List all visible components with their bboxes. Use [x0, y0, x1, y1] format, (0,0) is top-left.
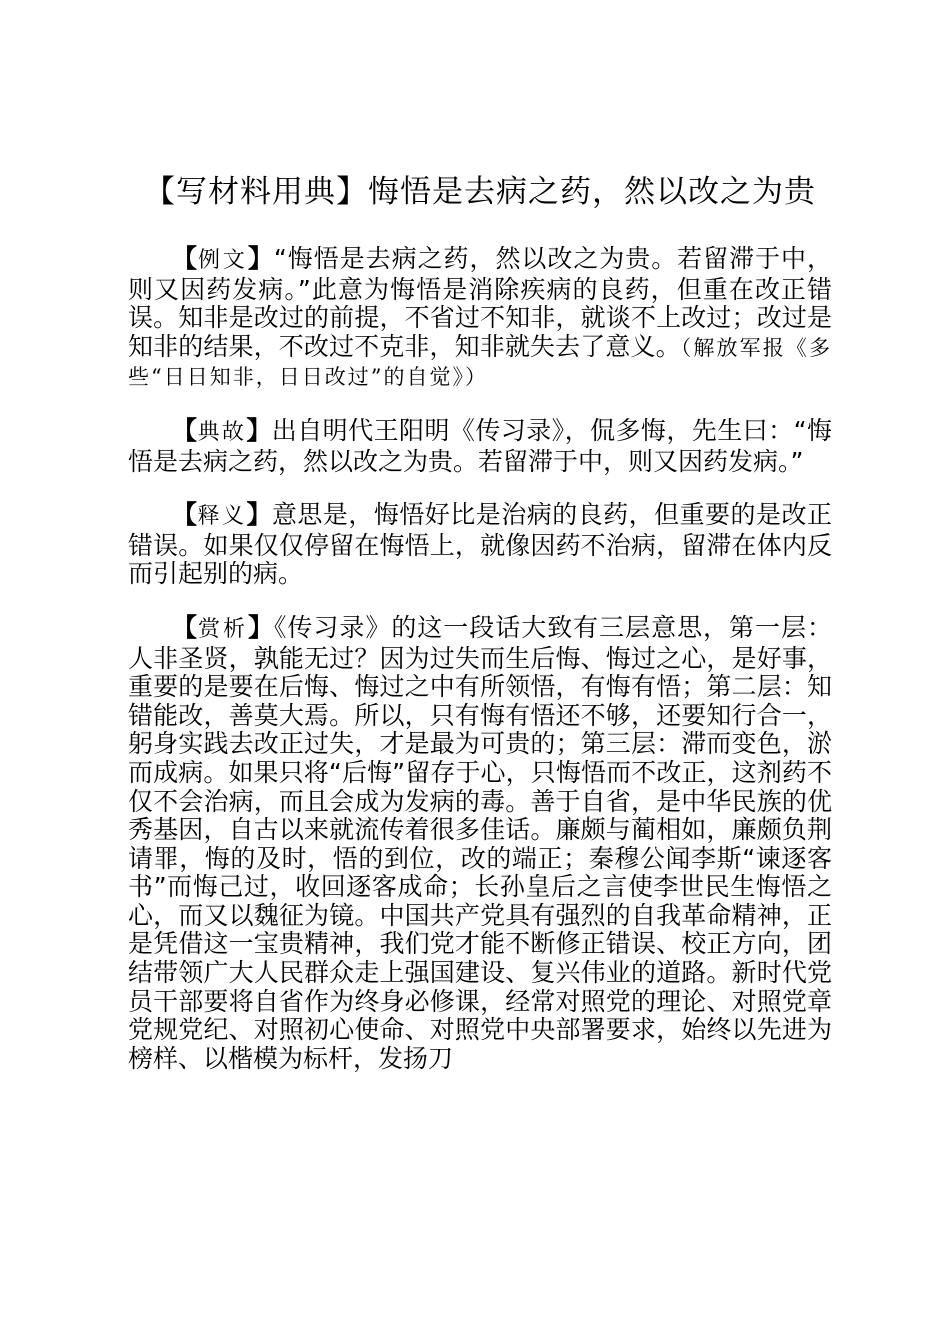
- appreciation-body: 《传习录》的这一段话大致有三层意思，第一层：人非圣贤，孰能无过？因为过失而生后悔、悔过之心，是好事，重要的是要在后悔、悔过之中有所领悟，有悔有悟；第二层：知错能改，善莫大焉。所以，只有悔有悟还不够，还要知行合一，躬身实践去改正过失，才是最为可贵的；第三层：滞而变色，淤而成病。如果只将“后悔”留存于心，只悔悟而不改正，这剂药不仅不会治病，而且会成为发病的毒。善于自省，是中华民族的优秀基因，自古以来就流传着很多佳话。廉颇与蔺相如，廉颇负荆请罪，悔的及时，悟的到位，改的端正；秦穆公闻李斯“谏逐客书”而悔己过，收回逐客成命；长孙皇后之言使李世民生悔悟之心，而又以魏征为镜。中国共产党具有强烈的自我革命精神，正是凭借这一宝贵精神，我们党才能不断修正错误、校正方向，团结带领广大人民群众走上强国建设、复兴伟业的道路。新时代党员干部要将自省作为终身必修课，经常对照党的理论、对照党章党规党纪、对照初心使命、对照党中央部署要求，始终以先进为榜样、以楷模为标杆，发扬刀: [128, 612, 832, 1073]
- paragraph-appreciation: [128, 614, 832, 1074]
- section-label-appreciation: 赏析: [197, 616, 248, 642]
- bracket-close: 】: [247, 612, 274, 642]
- section-label-meaning: 释义: [197, 504, 247, 530]
- allusion-body: 出自明代王阳明《传习录》，侃多悔，先生曰：“悔悟是去病之药，然以改之为贵。若留滞于中，则又因药发病。”: [128, 415, 832, 476]
- section-label-example: 例文: [197, 248, 248, 273]
- meaning-body: 意思是，悔悟好比是治病的良药，但重要的是改正错误。如果仅仅停留在悔悟上，就像因药不治病，留滞在体内反而引起别的病。: [128, 500, 832, 589]
- bracket-open: 【: [172, 500, 198, 530]
- bracket-open: 【: [172, 612, 198, 642]
- document-title: 【写材料用典】悔悟是去病之药，然以改之为贵: [144, 174, 816, 210]
- document-page: [128, 170, 832, 1073]
- paragraph-meaning: [128, 501, 832, 589]
- bracket-open: 【: [172, 415, 198, 445]
- bracket-close: 】: [246, 500, 272, 530]
- example-body: “悔悟是去病之药，然以改之为贵。若留滞于中，则又因药发病。”此意为悔悟是消除疾病的良药，但重在改正错误。知非是改过的前提，不省过不知非，就谈不上改过；改过是知非的结果，不改过不克非，知非就失去了意义。: [128, 244, 832, 361]
- section-label-allusion: 典故: [197, 419, 247, 445]
- example-source: （解放军报《多些“日日知非，日日改过”的自觉》）: [128, 335, 832, 390]
- paragraph-example: [128, 245, 832, 392]
- bracket-close: 】: [246, 415, 272, 445]
- bracket-close: 】: [247, 244, 274, 273]
- bracket-open: 【: [172, 244, 198, 273]
- paragraph-allusion: [128, 417, 832, 476]
